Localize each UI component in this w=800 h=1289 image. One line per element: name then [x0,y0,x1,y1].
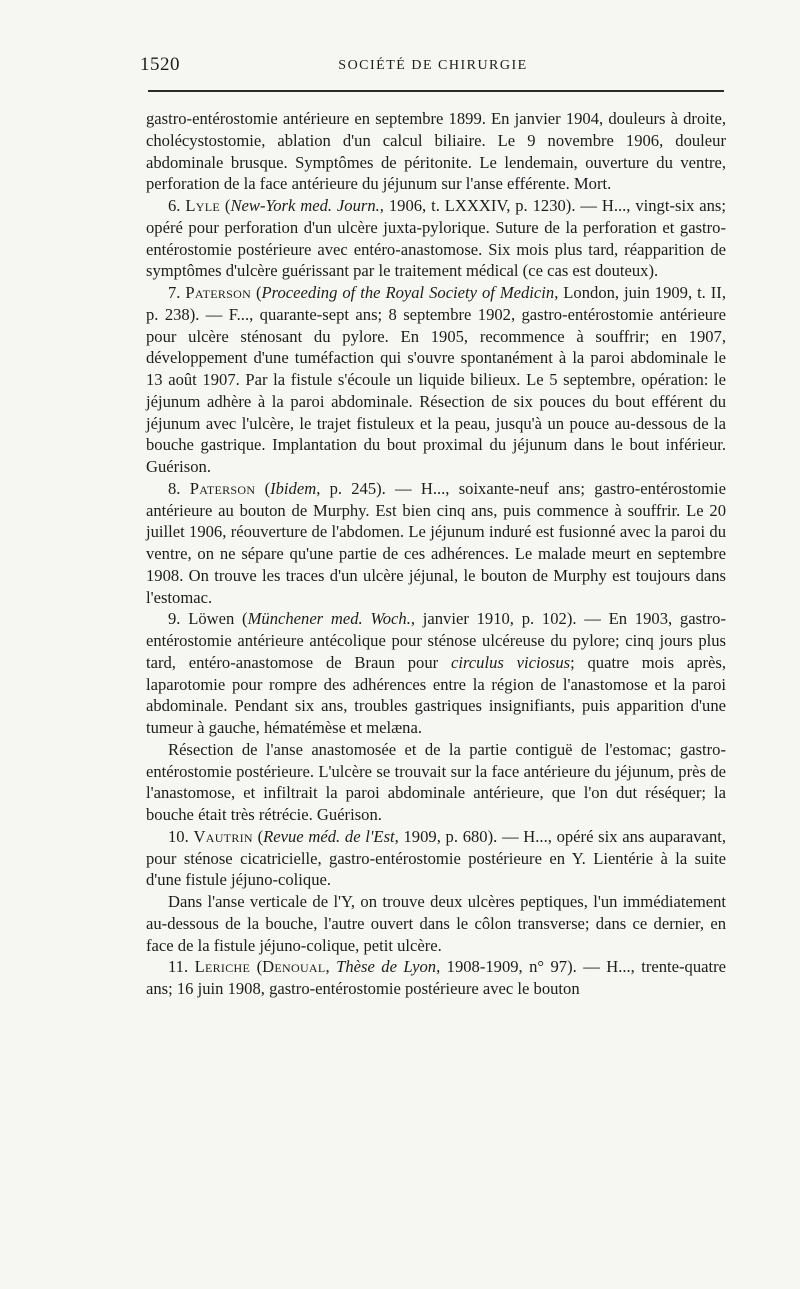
text-run: ; quatre mois après, laparotomie pour rompre des adhérences entre la région de l'anastomose et la paroi abdominale. Pendant six ans, troubles gastriques insignifiants, puis apparition d'une tumeur à gauche, hématémèse et melæna. [146,652,726,737]
text-run: 9. Löwen ( [168,609,248,629]
italic-citation: Revue méd. de l'Est [263,826,395,846]
text-run: , p. 245). — H..., soixante-neuf ans; gastro-entérostomie antérieure au bouton de Murphy. Est bien cinq ans, puis commence à souffrir. Le 20 juillet 1906, réouverture de l'abdomen. Le jéjunum induré est fusionné avec la paroi du ventre, on ne sépare qu'une partie de ces adhérences. Le malade meurt en septembre 1908. On trouve les traces d'un ulcère jéjunal, le bouton de Murphy est toujours dans l'estomac. [146,478,726,607]
page-number: 1520 [140,54,180,75]
text-run: , [325,957,337,977]
paragraph [146,608,726,739]
author-name: Leriche [194,957,251,977]
running-title: SOCIÉTÉ DE CHIRURGIE [338,58,528,73]
paragraph [146,826,726,891]
author-name: Paterson [185,283,252,302]
text-run: Résection de l'anse anastomosée et de la partie contiguë de l'estomac; gastro-entérostomie postérieure. L'ulcère se trouvait sur la face antérieure du jéjunum, près de l'anastomose, et infiltrait la paroi abdominale antérieure, que l'on dut réséquer; la bouche était très rétrécie. Guérison. [146,739,726,824]
text-run: gastro-entérostomie antérieure en septembre 1899. En janvier 1904, douleurs à droite, cholécystostomie, ablation d'un calcul biliaire. Le 9 novembre 1906, douleur abdominale brusque. Symptômes de péritonite. Le lendemain, ouverture du ventre, perforation de la face antérieure du jéjunum sur l'anse efférente. Mort. [146,109,726,194]
paragraph [146,891,726,956]
italic-citation: Proceeding of the Royal Society of Medicin [261,283,555,302]
author-name: Paterson [189,478,256,498]
text-run: ( [255,478,271,498]
page-header [140,54,726,84]
text-run: , 1906, t. LXXXIV, p. 1230). — H..., vingt-six ans; opéré pour perforation d'un ulcère juxta-pylorique. Suture de la perforation et gastro-entérostomie postérieure avec entéro-anastomose. Six mois plus tard, réapparition de symptômes d'ulcère guérissant par le traitement médical (ce cas est douteux). [146,196,726,281]
author-name: Lyle [185,196,221,215]
paragraph [146,956,726,1000]
text-run: 10. [168,826,194,846]
text-run: , 1908-1909, n° 97). — H..., trente-quatre ans; 16 juin 1908, gastro-entérostomie postérieure avec le bouton [146,957,726,998]
author-name: Denoual [262,957,326,977]
paragraph [146,739,726,826]
text-run: , 1909, p. 680). — H..., opéré six ans auparavant, pour sténose cicatricielle, gastro-entérostomie postérieure en Y. Lientérie à la suite d'une fistule jéjuno-colique. [146,826,727,890]
italic-citation: circulus viciosus [450,652,571,672]
paragraph [146,282,726,478]
author-name: Vautrin [193,826,253,846]
paragraph [146,195,726,282]
italic-citation: Ibidem [270,478,317,498]
paragraph [146,478,726,609]
italic-citation: New-York med. Journ. [230,196,380,215]
text-run: Dans l'anse verticale de l'Y, on trouve deux ulcères peptiques, l'un immédiatement au-dessous de la bouche, l'autre ouvert dans le côlon transverse; dans ce dernier, en face de la fistule jéjuno-colique, petit ulcère. [146,892,726,955]
text-run: 6. [168,196,186,215]
text-run: ( [252,826,264,846]
italic-citation: Thèse de Lyon [336,957,437,977]
text-run: , janvier 1910, p. 102). — En 1903, gastro-entérostomie antérieure antécolique pour sténose ulcéreuse du pylore; cinq jours plus tard, entéro-anastomose de Braun pour [146,609,726,672]
text-run: ( [220,196,231,215]
text-run: ( [250,957,263,977]
text-run: , London, juin 1909, t. II, p. 238). — F..., quarante-sept ans; 8 septembre 1902, gastro-entérostomie antérieure pour ulcère sténosant du pylore. En 1905, recommence à souffrir; en 1907, développement d'une tuméfaction qui s'ouvre spontanément à la paroi abdominale le 13 août 1907. Par la fistule s'écoule un liquide bilieux. Le 5 septembre, opération: le jéjunum adhère à la paroi abdominale. Résection de six pouces du bout efférent du jéjunum avec l'ulcère, le trajet fistuleux et la peau, jusqu'à un pouce au-dessous de la bouche gastrique. Implantation du bout proximal du jéjunum dans le bout inférieur. Guérison. [146,283,726,476]
text-run: ( [251,283,262,302]
text-run: 8. [168,478,190,498]
italic-citation: Münchener med. Woch. [247,609,411,629]
text-run: 7. [168,283,186,302]
header-rule [148,90,724,92]
body-text [146,108,726,1000]
text-run: 11. [168,957,195,977]
paragraph [146,108,726,195]
